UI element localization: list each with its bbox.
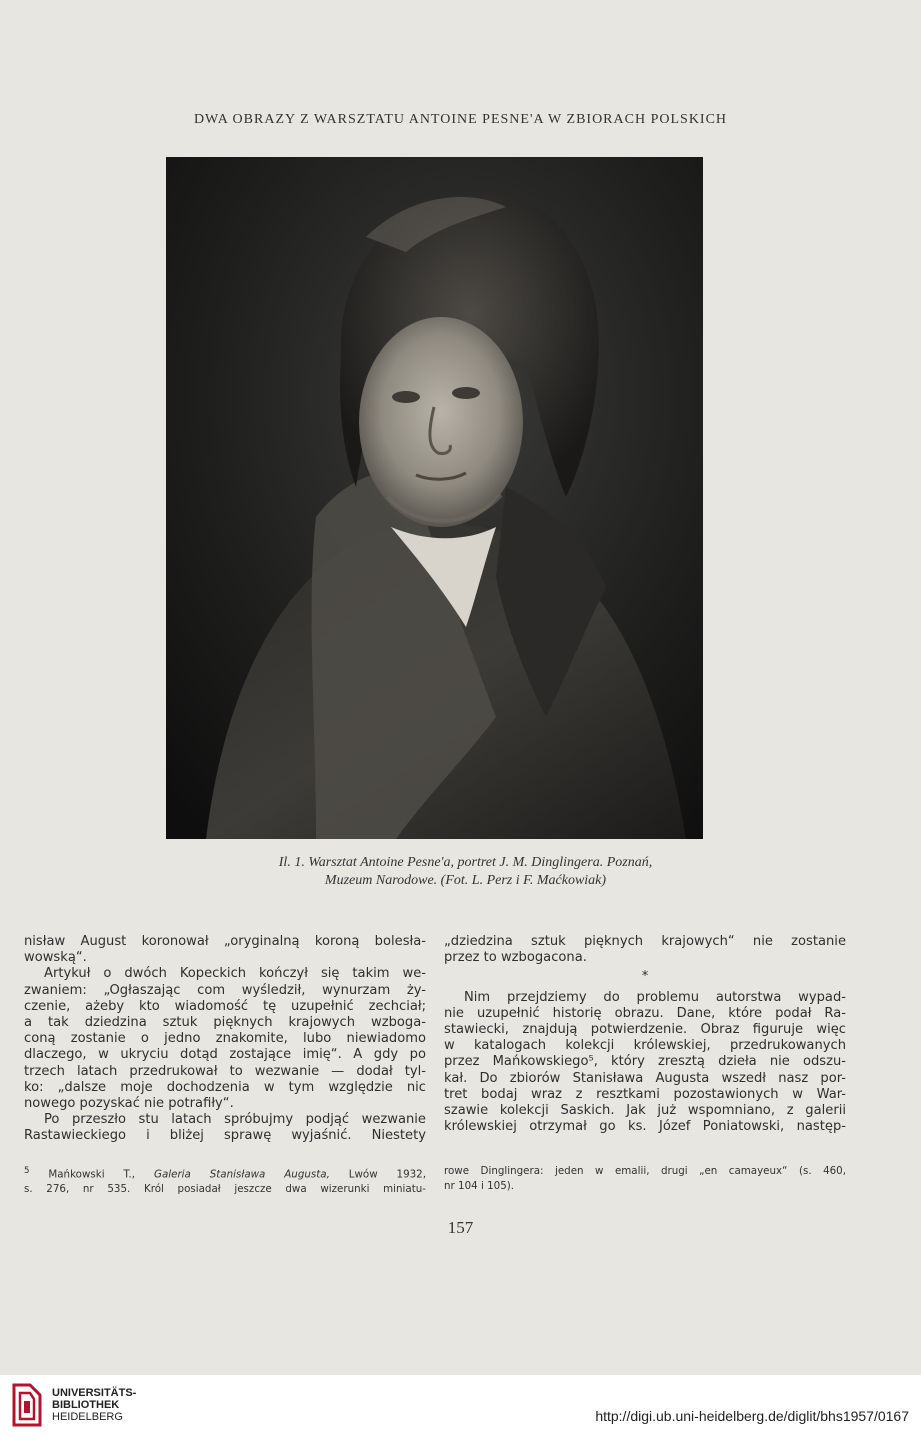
text-line: kał. Do zbiorów Stanisława Augusta wszedł nasz por-	[444, 1070, 846, 1086]
text-line: przez to wzbogacona.	[444, 950, 587, 966]
right-column	[444, 934, 846, 1135]
footnote-line: s. 276, nr 535. Król posiadał jeszcze dwa wizerunki miniatu-	[24, 1183, 426, 1196]
text-line: czenie, ażeby kto wiadomość tę uzupełnić zechciał;	[24, 998, 426, 1014]
footnote-author: Mańkowski T.,	[48, 1168, 136, 1181]
library-footer	[0, 1375, 921, 1437]
text-line: stawiecki, znajdują potwierdzenie. Obraz figuruje więc	[444, 1022, 846, 1038]
section-break: *	[641, 969, 649, 985]
university-library-logo-icon	[10, 1381, 44, 1429]
text-line: ko: „dalsze moje dochodzenia w tym względzie nic	[24, 1079, 426, 1095]
text-line: coną zostanie o jedno znakomite, lubo niewiadomo	[24, 1031, 426, 1047]
footnote-title: Galeria Stanisława Augusta,	[153, 1168, 330, 1181]
source-url-link[interactable]: http://digi.ub.uni-heidelberg.de/diglit/bhs1957/0167	[595, 1408, 909, 1424]
text-line: „dziedzina sztuk pięknych krajowych“ nie zostanie	[444, 934, 846, 949]
text-line: szawie kolekcji Saskich. Jak już wspomniano, z galerii	[444, 1103, 846, 1119]
text-line: Artykuł o dwóch Kopeckich kończył się takim we-	[44, 966, 426, 982]
institution-line: UNIVERSITÄTS-	[52, 1387, 137, 1399]
caption-line: Il. 1. Warsztat Antoine Pesne'a, portret J. M. Dinglingera. Poznań,	[278, 855, 653, 870]
text-line: a tak dziedzina sztuk pięknych krajowych wzboga-	[24, 1015, 426, 1031]
left-column	[24, 934, 426, 1145]
text-line: zwaniem: „Ogłaszając com wyśledził, wynurzam ży-	[24, 982, 426, 998]
footnote-right	[444, 1164, 846, 1194]
footnote-line: rowe Dinglingera: jeden w emalii, drugi „en camayeux“ (s. 460,	[444, 1165, 846, 1177]
text-line: królewskiej otrzymał go ks. Józef Poniatowski, następ-	[444, 1119, 846, 1135]
text-line: w katalogach kolekcji królewskiej, przedrukowanych	[444, 1038, 846, 1054]
text-line: przez Mańkowskiego⁵, który zresztą dzieła nie odszu-	[444, 1054, 846, 1070]
text-line: dlaczego, w ukryciu dotąd zostające imię“. A gdy po	[24, 1047, 426, 1063]
text-line: trzech latach przedrukował to wezwanie — dodał tyl-	[24, 1063, 426, 1079]
text-line: Po przeszło stu latach spróbujmy podjąć wezwanie	[44, 1112, 426, 1128]
running-head: DWA OBRAZY Z WARSZTATU ANTOINE PESNE'A W ZBIORACH POLSKICH	[193, 112, 728, 127]
text-line: Rastawieckiego i bliżej sprawę wyjaśnić. Niestety	[24, 1128, 426, 1144]
footnote-left	[24, 1164, 426, 1197]
institution-line: BIBLIOTHEK	[52, 1399, 120, 1411]
footnote-marker: 5	[24, 1166, 30, 1176]
page-number: 157	[447, 1218, 474, 1237]
text-line: nisław August koronował „oryginalną koroną bolesła-	[24, 934, 426, 949]
text-line: Nim przejdziemy do problemu autorstwa wypad-	[464, 989, 846, 1005]
caption-line: Muzeum Narodowe. (Fot. L. Perz i F. Maćkowiak)	[324, 873, 607, 888]
footnote-line: nr 104 i 105).	[444, 1180, 515, 1192]
figure-caption	[120, 854, 811, 890]
text-line: nie uzupełnić historię obrazu. Dane, które podał Ra-	[444, 1005, 846, 1021]
text-line: wowską“.	[24, 950, 87, 966]
institution-name	[52, 1387, 136, 1423]
footnote-rest: Lwów 1932,	[348, 1168, 426, 1181]
text-line: tret bodaj wraz z resztkami pozostawionych w War-	[444, 1086, 846, 1102]
portrait-plate	[166, 157, 703, 839]
footnote-line	[24, 1164, 426, 1182]
text-line: nowego pozyskać nie potrafiły“.	[24, 1096, 234, 1112]
portrait-painting-icon	[166, 157, 703, 839]
institution-line: HEIDELBERG	[52, 1411, 123, 1423]
